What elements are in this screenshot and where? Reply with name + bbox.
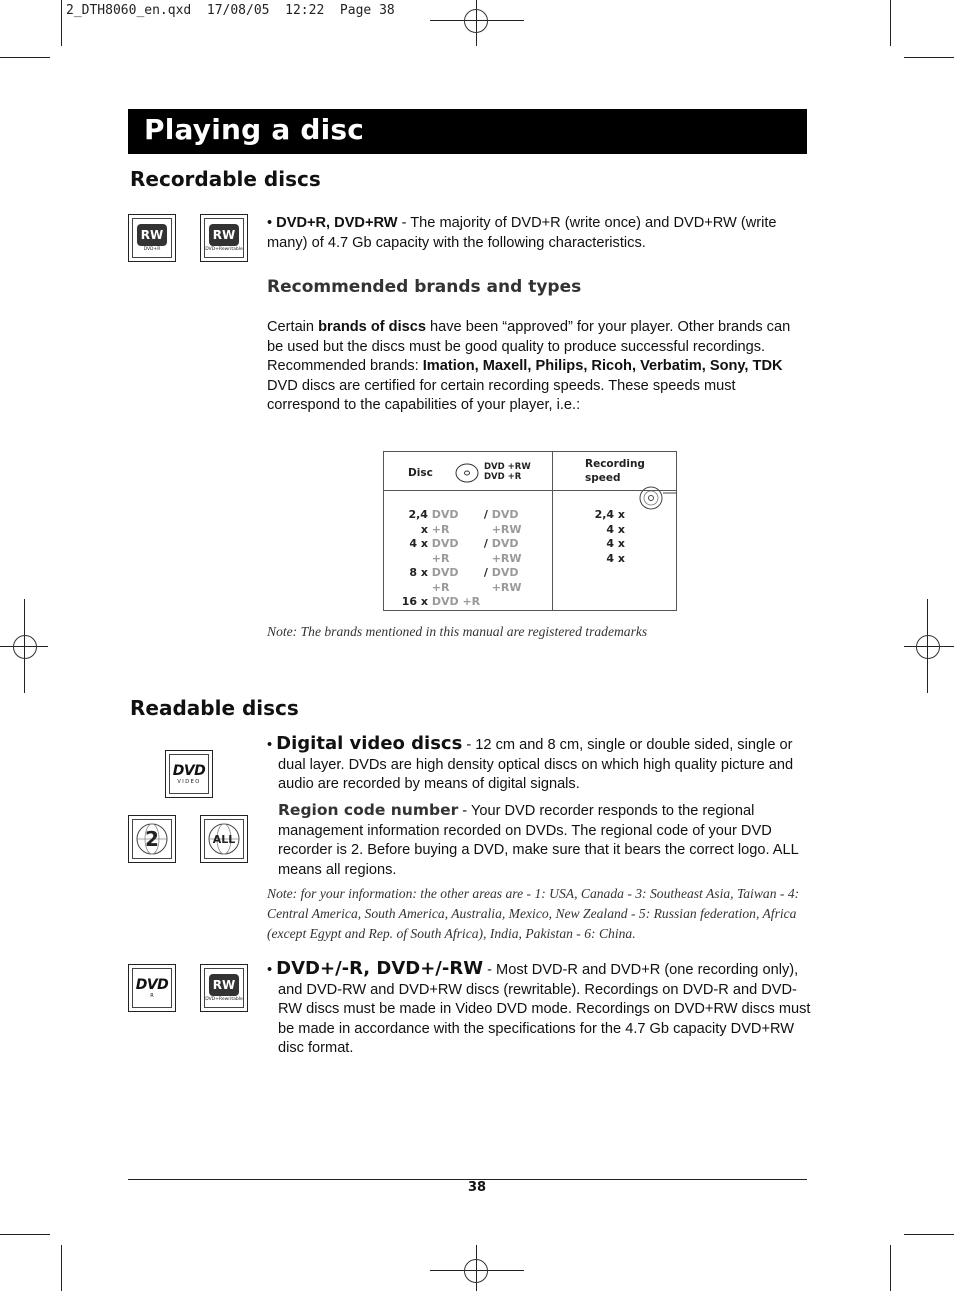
bullet-term: Digital video discs [276,733,463,754]
table-header-disc [384,452,553,491]
table-header-speed [553,452,677,491]
dvd-logo-sub: R [150,993,154,999]
rw-badge-icon: RW [137,224,167,246]
speed-value: 4 x [606,522,625,536]
dvd-rewritable-logo [200,214,248,262]
dvd-rewritable-logo [200,964,248,1012]
title-bar [128,109,807,154]
brands-term: brands of discs [318,319,426,335]
speed-paragraph: DVD discs are certified for certain recording speeds. These speeds must correspond to the capabilities of your player, i.e.: [267,377,736,413]
crop-mark [61,0,62,46]
recordable-heading: Recordable discs [130,167,321,191]
crop-mark [61,1245,62,1291]
crop-mark [0,1234,50,1235]
bullet-term: DVD+/-R, DVD+/-RW [276,958,484,979]
recording-speed-table [383,451,677,611]
dvd-logo-sub: VIDEO [177,779,201,785]
readable-heading: Readable discs [130,696,299,720]
dvd-r-logo [128,964,176,1012]
trademark-note: Note: The brands mentioned in this manual are registered trademarks [267,624,648,639]
recommended-subheading: Recommended brands and types [267,277,582,297]
speed-value: 4 x [606,537,625,550]
dvd-r-logo [128,214,176,262]
dvd-video-logo [165,750,213,798]
crop-mark [904,1234,954,1235]
region-term: Region code number [278,801,459,819]
bullet-text: - 12 cm and 8 cm, single or double sided, single or dual layer. DVDs are high density optical discs on which high quality picture and audio are recorded by means of digital signals. [278,737,794,792]
digital-video-bullet: • Digital video discs - 12 cm and 8 cm, single or double sided, single or dual layer. DVDs are high density optical discs on which high quality picture and audio are recorded by means of digital signals. [267,733,794,792]
table-row: 16 x DVD +R [401,595,481,608]
table-speed-cell [553,491,677,611]
table-disc-cell [384,491,553,611]
region-note: Note: for your information: the other areas are - 1: USA, Canada - 3: Southeast Asia, Taiwan - 4: Central America, South America, Australia, Mexico, New Zealand - 5: Russian federation, Africa (except Egypt and Rep. of South Africa), India, Pakistan - 6: China. [267,886,800,941]
region-code-paragraph [278,801,803,880]
crop-mark [904,57,954,58]
page-number: 38 [467,1180,487,1195]
bullet-text: - The majority of DVD+R (write once) and DVD+RW (write many) of 4.7 Gb capacity with the following characteristics. [267,215,777,251]
rw-badge-icon: RW [209,224,239,246]
speed-header-line: speed [585,472,621,484]
brands-paragraph: Certain brands of discs have been “approved” for your player. Other brands can be used but the discs must be good quality to produce successful recordings. Recommended brands: Imation, Maxell, Philips, Ricoh, Verbatim, Sony, TDK DVD discs are certified for certain recording speeds. These speeds must correspond to the capabilities of your player, i.e.: [267,319,791,413]
disc-type: DVD +R [484,472,522,482]
print-header: 2_DTH8060_en.qxd 17/08/05 12:22 Page 38 [66,3,395,18]
speed-header-line: Recording [585,458,645,470]
logo-caption: DVD+R [143,247,161,252]
region-all-logo [200,815,248,863]
table-row: 4 x DVD +R / DVD +RW [409,537,522,565]
bullet-term: DVD+R, DVD+RW [276,215,398,231]
region-number: 2 [145,827,159,851]
speed-value: 2,4 x [594,508,625,521]
speed-value: 4 x [606,551,625,565]
dvd-logo-text: DVD [172,763,206,779]
bullet-text: - Most DVD-R and DVD+R (one recording only), and DVD-RW and DVD+RW discs (rewritable). Recordings on DVD-R and DVD-RW discs must be made in Video DVD mode. Recordings on DVD+RW discs must be made in accordance with the specifications for the 4.7 Gb capacity DVD+RW disc format. [278,962,811,1056]
logo-caption: DVD+Rewritable [205,247,243,252]
table-row: 8 x DVD +R / DVD +RW [409,566,522,594]
recordable-bullet: • DVD+R, DVD+RW - The majority of DVD+R (write once) and DVD+RW (write many) of 4.7 Gb capacity with the following characteristics. [267,215,777,251]
disc-icon [454,462,480,484]
crop-mark [890,1245,891,1291]
crop-mark [890,0,891,46]
region-text: - Your DVD recorder responds to the regional management information recorded on DVDs. The regional code of your DVD recorder is 2. Before buying a DVD, make sure that it bears the correct logo. ALL means all regions. [278,803,799,878]
disc-type: DVD +RW [484,462,531,472]
region-2-logo [128,815,176,863]
rw-badge-icon: RW [209,974,239,996]
disc-header: Disc [408,467,433,479]
brands-list: Imation, Maxell, Philips, Ricoh, Verbatim, Sony, TDK [422,358,783,374]
table-row: 2,4 x DVD +R / DVD +RW [408,508,522,536]
region-all-text: ALL [212,832,236,846]
crop-mark [0,57,50,58]
dvd-plus-minus-bullet: • DVD+/-R, DVD+/-RW - Most DVD-R and DVD+R (one recording only), and DVD-RW and DVD+RW discs (rewritable). Recordings on DVD-R and DVD-RW discs must be made in Video DVD mode. Recordings on DVD+RW discs must be made in accordance with the specifications for the 4.7 Gb capacity DVD+RW disc format. [267,958,811,1056]
dvd-logo-text: DVD [135,977,169,993]
page-title: Playing a disc [144,113,365,146]
logo-caption: DVD+Rewritable [205,997,243,1002]
